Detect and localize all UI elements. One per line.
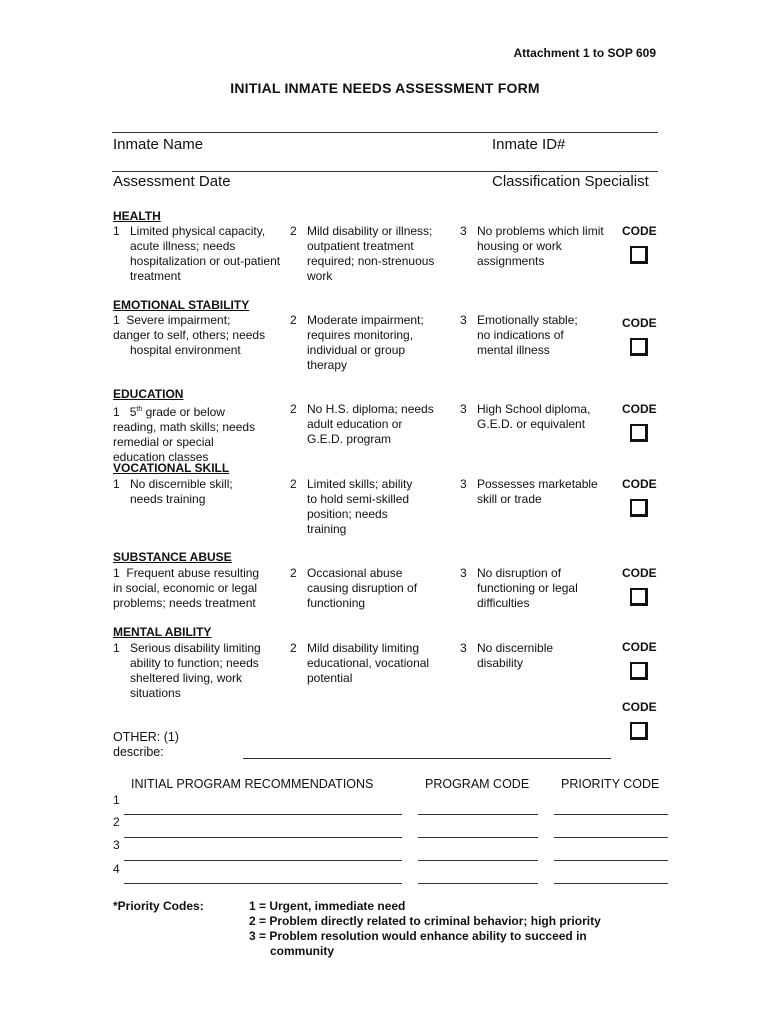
health-option-2 <box>290 224 440 284</box>
divider-mid <box>112 171 658 172</box>
option-text: Frequent abuse resulting <box>126 566 260 580</box>
inmate-id-label: Inmate ID# <box>492 136 566 153</box>
option-number: 2 <box>290 313 297 327</box>
program-code-line-1[interactable] <box>418 814 538 815</box>
option-text: grade or below <box>142 405 225 419</box>
substance-option-1 <box>113 566 288 611</box>
option-number: 3 <box>460 477 467 491</box>
section-title-education: EDUCATION <box>113 387 184 401</box>
section-title-emotional-stability: EMOTIONAL STABILITY <box>113 298 250 312</box>
option-number: 3 <box>460 224 467 238</box>
option-number: 3 <box>460 313 467 327</box>
section-title-vocational-skill: VOCATIONAL SKILL <box>113 461 230 475</box>
code-label-health: CODE <box>622 224 657 238</box>
option-text: Limited physical capacity, acute illness; needs hospitalization or out-patient treatment <box>130 224 281 283</box>
health-code-checkbox[interactable] <box>630 246 648 264</box>
option-text: High School diploma, G.E.D. or equivalent <box>477 402 591 431</box>
emotional-code-checkbox[interactable] <box>630 338 648 356</box>
education-option-1 <box>113 402 288 465</box>
education-code-checkbox[interactable] <box>630 424 648 442</box>
option-line: in social, economic or legal <box>113 581 258 595</box>
option-number: 1 <box>113 313 120 327</box>
emotional-option-3 <box>460 313 590 358</box>
option-line: education classes <box>113 450 209 464</box>
option-number: 1 <box>113 641 120 655</box>
option-text: No discernible disability <box>477 641 554 670</box>
code-label-substance: CODE <box>622 566 657 580</box>
option-number: 3 <box>460 641 467 655</box>
option-text: Emotionally stable; no indications of mental illness <box>477 313 578 357</box>
priority-code-1: 1 = Urgent, immediate need <box>249 899 406 913</box>
recommendation-line-3[interactable] <box>124 860 402 861</box>
mental-code-checkbox[interactable] <box>630 662 648 680</box>
option-line: problems; needs treatment <box>113 596 256 610</box>
priority-code-line-2[interactable] <box>554 837 668 838</box>
section-title-substance-abuse: SUBSTANCE ABUSE <box>113 550 232 564</box>
option-line <box>113 566 288 581</box>
other-label: OTHER: (1) <box>113 730 179 744</box>
option-number: 3 <box>460 402 467 416</box>
option-number: 1 <box>113 477 120 491</box>
option-text: No problems which limit housing or work assignments <box>477 224 604 268</box>
assessment-date-label: Assessment Date <box>113 173 231 190</box>
classification-specialist-label: Classification Specialist <box>492 173 649 190</box>
attachment-label: Attachment 1 to SOP 609 <box>513 46 656 60</box>
inmate-name-label: Inmate Name <box>113 136 204 153</box>
ordinal-suffix: th <box>136 406 143 413</box>
recommendation-line-1[interactable] <box>124 814 402 815</box>
option-line: danger to self, others; needs <box>113 328 266 342</box>
program-code-line-4[interactable] <box>418 883 538 884</box>
option-line: remedial or special <box>113 435 214 449</box>
priority-code-2: 2 = Problem directly related to criminal behavior; high priority <box>249 914 601 928</box>
emotional-option-1 <box>113 313 288 358</box>
option-number: 2 <box>290 641 297 655</box>
option-text: Mild disability or illness; outpatient treatment required; non-strenuous work <box>307 224 435 283</box>
other-describe-line[interactable] <box>243 758 611 759</box>
mental-option-3 <box>460 641 580 671</box>
option-text: Severe impairment; <box>126 313 231 327</box>
row-number-3: 3 <box>113 838 120 852</box>
priority-code-line-4[interactable] <box>554 883 668 884</box>
row-number-2: 2 <box>113 815 120 829</box>
recommendation-line-4[interactable] <box>124 883 402 884</box>
option-text: Occasional abuse causing disruption of functioning <box>307 566 418 610</box>
option-text: Mild disability limiting educational, vocational potential <box>307 641 430 685</box>
form-title: INITIAL INMATE NEEDS ASSESSMENT FORM <box>230 80 540 96</box>
option-line: reading, math skills; needs <box>113 420 256 434</box>
option-text: Moderate impairment; requires monitoring, individual or group therapy <box>307 313 424 372</box>
code-label-other: CODE <box>622 700 657 714</box>
option-number: 1 <box>113 224 120 238</box>
vocational-option-3 <box>460 477 610 507</box>
vocational-code-checkbox[interactable] <box>630 499 648 517</box>
health-option-1 <box>113 224 283 284</box>
recommendations-header: INITIAL PROGRAM RECOMMENDATIONS <box>131 777 374 791</box>
option-line <box>113 313 288 328</box>
program-code-header: PROGRAM CODE <box>425 777 530 791</box>
row-number-4: 4 <box>113 862 120 876</box>
option-number: 2 <box>290 224 297 238</box>
code-label-emotional: CODE <box>622 316 657 330</box>
education-option-3 <box>460 402 605 432</box>
substance-code-checkbox[interactable] <box>630 588 648 606</box>
priority-codes-label: *Priority Codes: <box>113 899 204 913</box>
program-code-line-3[interactable] <box>418 860 538 861</box>
option-text: No disruption of functioning or legal difficulties <box>477 566 578 610</box>
priority-code-3-continued: community <box>270 944 335 958</box>
education-option-2 <box>290 402 440 447</box>
priority-code-line-1[interactable] <box>554 814 668 815</box>
option-text: No H.S. diploma; needs adult education or G.E.D. program <box>307 402 434 446</box>
priority-code-3: 3 = Problem resolution would enhance ability to succeed in <box>249 929 587 943</box>
vocational-option-1 <box>113 477 253 507</box>
emotional-option-2 <box>290 313 440 373</box>
option-text: Limited skills; ability to hold semi-skilled position; needs training <box>307 477 413 536</box>
code-label-education: CODE <box>622 402 657 416</box>
substance-option-2 <box>290 566 430 611</box>
option-number: 1 <box>113 405 120 419</box>
program-code-line-2[interactable] <box>418 837 538 838</box>
option-text: Serious disability limiting ability to function; needs sheltered living, work situations <box>130 641 261 700</box>
recommendation-line-2[interactable] <box>124 837 402 838</box>
option-number: 3 <box>460 566 467 580</box>
divider-top <box>112 132 658 133</box>
option-text: No discernible skill; needs training <box>130 477 233 506</box>
priority-code-line-3[interactable] <box>554 860 668 861</box>
other-code-checkbox[interactable] <box>630 722 648 740</box>
priority-code-header: PRIORITY CODE <box>561 777 660 791</box>
mental-option-2 <box>290 641 430 686</box>
option-text: Possesses marketable skill or trade <box>477 477 598 506</box>
code-label-vocational: CODE <box>622 477 657 491</box>
option-number: 1 <box>113 566 120 580</box>
option-line <box>113 402 288 420</box>
row-number-1: 1 <box>113 793 120 807</box>
section-title-mental-ability: MENTAL ABILITY <box>113 625 212 639</box>
option-number: 2 <box>290 566 297 580</box>
substance-option-3 <box>460 566 595 611</box>
section-title-health: HEALTH <box>113 209 161 223</box>
health-option-3 <box>460 224 605 269</box>
vocational-option-2 <box>290 477 420 537</box>
code-label-mental: CODE <box>622 640 657 654</box>
option-line: hospital environment <box>130 343 241 357</box>
other-describe-label: describe: <box>113 745 164 759</box>
mental-option-1 <box>113 641 283 701</box>
option-number: 2 <box>290 402 297 416</box>
option-text: 5 <box>129 405 137 419</box>
option-number: 2 <box>290 477 297 491</box>
